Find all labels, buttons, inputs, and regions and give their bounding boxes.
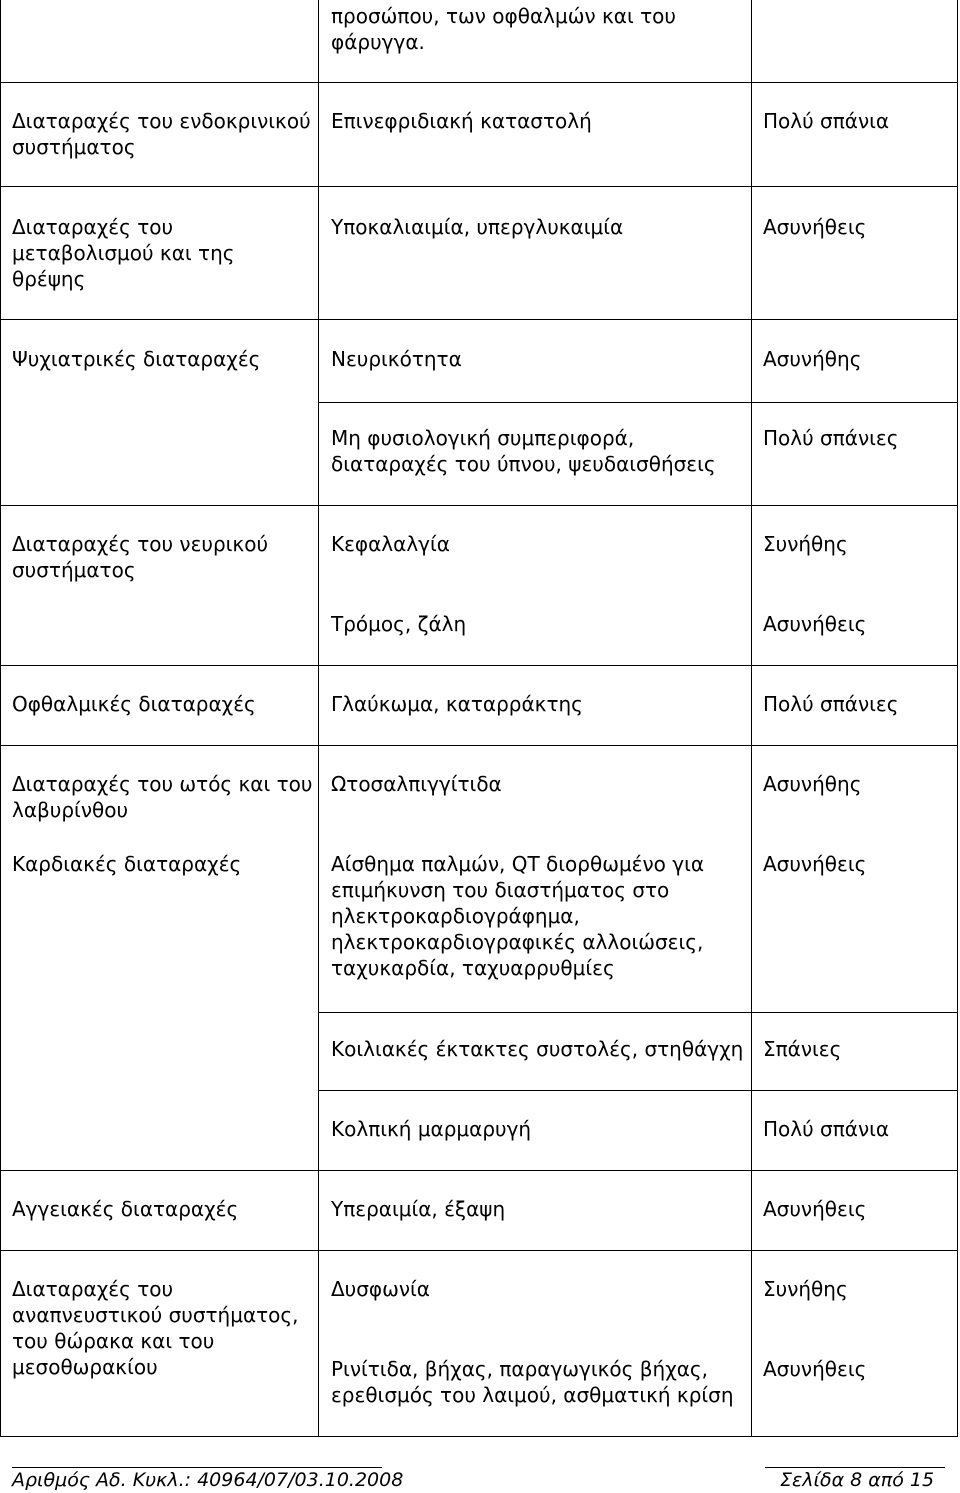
organ-class-cell: αναπνευστικού συστήματος, [12, 1303, 299, 1327]
adverse-effect-cell: Ρινίτιδα, βήχας, παραγωγικός βήχας, [331, 1357, 709, 1381]
table-rule [318, 402, 958, 403]
adverse-effect-cell: ταχυκαρδία, ταχυαρρυθμίες [331, 956, 615, 980]
organ-class-cell: συστήματος [12, 135, 136, 159]
frequency-cell: Πολύ σπάνια [763, 1117, 890, 1141]
footer-left-rule [12, 1467, 382, 1468]
organ-class-cell: μεταβολισμού και της [12, 241, 235, 265]
adverse-effect-cell: ηλεκτροκαρδιογραφικές αλλοιώσεις, [331, 930, 704, 954]
frequency-cell: Ασυνήθεις [763, 852, 867, 876]
table-rule [0, 745, 958, 746]
adverse-effect-cell: ερεθισμός του λαιμού, ασθματική κρίση [331, 1383, 734, 1407]
frequency-cell: Συνήθης [763, 1277, 848, 1301]
organ-class-cell: μεσοθωρακίου [12, 1355, 158, 1379]
organ-class-cell: θρέψης [12, 267, 86, 291]
table-rule [0, 1170, 958, 1171]
frequency-cell: Ασυνήθεις [763, 612, 867, 636]
adverse-effect-cell: ηλεκτροκαρδιογράφημα, [331, 904, 580, 928]
adverse-effect-cell: Δυσφωνία [331, 1277, 430, 1301]
table-column-rule [957, 0, 958, 1437]
adverse-effect-cell: προσώπου, των οφθαλμών και του [331, 4, 676, 28]
table-rule [0, 1436, 958, 1437]
organ-class-cell: Διαταραχές του [12, 215, 174, 239]
frequency-cell: Πολύ σπάνιες [763, 692, 899, 716]
frequency-cell: Ασυνήθεις [763, 1357, 867, 1381]
adverse-effect-cell: επιμήκυνση του διαστήματος στο [331, 878, 670, 902]
table-rule [318, 1090, 958, 1091]
organ-class-cell: συστήματος [12, 558, 136, 582]
table-rule [0, 665, 958, 666]
organ-class-cell: Διαταραχές του ενδοκρινικού [12, 109, 311, 133]
organ-class-cell: Διαταραχές του νευρικού [12, 532, 269, 556]
table-column-rule [751, 0, 752, 1437]
adverse-effect-cell: Κολπική μαρμαρυγή [331, 1117, 532, 1141]
frequency-cell: Πολύ σπάνια [763, 109, 890, 133]
adverse-effect-cell: Ωτοσαλπιγγίτιδα [331, 772, 502, 796]
adverse-effect-cell: Κεφαλαλγία [331, 532, 450, 556]
organ-class-cell: Διαταραχές του ωτός και του [12, 772, 313, 796]
organ-class-cell: Καρδιακές διαταραχές [12, 852, 242, 876]
table-column-rule [318, 0, 319, 1437]
adverse-effect-cell: Αίσθημα παλμών, QT διορθωμένο για [331, 852, 705, 876]
frequency-cell: Ασυνήθεις [763, 215, 867, 239]
table-rule [0, 186, 958, 187]
organ-class-cell: Διαταραχές του [12, 1277, 174, 1301]
adverse-effect-cell: Νευρικότητα [331, 347, 462, 371]
adverse-effect-cell: Υποκαλιαιμία, υπεργλυκαιμία [331, 215, 624, 239]
frequency-cell: Πολύ σπάνιες [763, 426, 899, 450]
adverse-effect-cell: διαταραχές του ύπνου, ψευδαισθήσεις [331, 452, 716, 476]
adverse-effect-cell: Μη φυσιολογική συμπεριφορά, [331, 426, 635, 450]
table-rule [0, 82, 958, 83]
table-rule [0, 1250, 958, 1251]
organ-class-cell: Οφθαλμικές διαταραχές [12, 692, 256, 716]
frequency-cell: Ασυνήθεις [763, 1197, 867, 1221]
frequency-cell: Ασυνήθης [763, 347, 862, 371]
adverse-effect-cell: Υπεραιμία, έξαψη [331, 1197, 506, 1221]
table-rule [0, 505, 958, 506]
organ-class-cell: λαβυρίνθου [12, 798, 129, 822]
adverse-effect-cell: Τρόμος, ζάλη [331, 612, 467, 636]
footer-page-number: Σελίδα 8 από 15 [780, 1469, 935, 1491]
footer-right-rule [765, 1467, 945, 1468]
adverse-effect-cell: Γλαύκωμα, καταρράκτης [331, 692, 583, 716]
organ-class-cell: Αγγειακές διαταραχές [12, 1197, 239, 1221]
footer-approval-number: Αριθμός Αδ. Κυκλ.: 40964/07/03.10.2008 [12, 1469, 404, 1491]
organ-class-cell: του θώρακα και του [12, 1329, 215, 1353]
organ-class-cell: Ψυχιατρικές διαταραχές [12, 347, 261, 371]
table-rule [318, 1012, 958, 1013]
adverse-effect-cell: Κοιλιακές έκτακτες συστολές, στηθάγχη [331, 1037, 744, 1061]
table-rule [0, 319, 958, 320]
adverse-effect-cell: φάρυγγα. [331, 30, 425, 54]
frequency-cell: Ασυνήθης [763, 772, 862, 796]
table-column-rule [0, 0, 1, 1437]
frequency-cell: Σπάνιες [763, 1037, 842, 1061]
frequency-cell: Συνήθης [763, 532, 848, 556]
adverse-effect-cell: Επινεφριδιακή καταστολή [331, 109, 592, 133]
